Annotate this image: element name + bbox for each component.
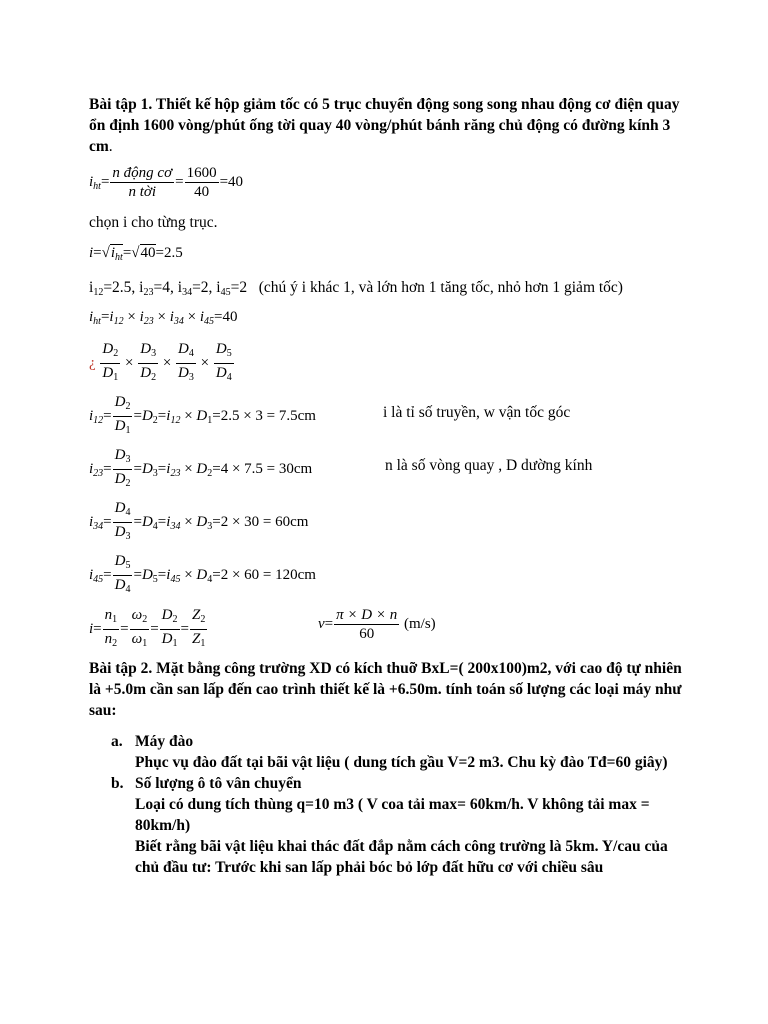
- list-item: a. Máy đào Phục vụ đào đất tại bãi vật liệu ( dung tích gầu V=2 m3. Chu kỳ đào Tđ=60 giây): [135, 731, 695, 773]
- exercise-1-heading: Bài tập 1. Thiết kế hộp giảm tốc có 5 trục chuyển động song song nhau động cơ điện quay ổn định 1600 vòng/phút ống tời quay 40 vòng/phút bánh răng chủ động có đường kính 3 cm.: [89, 96, 680, 155]
- list-item-title: Máy đào: [135, 733, 194, 750]
- equation-general-ratio: i= $\frac{n_1}{n_2}$ = $\frac{\omega_2}{\omega_1}$ = $\frac{D_2}{D_1}$ = $\frac{Z_2}{Z_1}$: [89, 607, 206, 649]
- equation-row-i12: $i_{12}=$ $\frac{D_2}{D_1}$ $=D_2=i_{12} \times D_1=2.5 \times 3 = 7.5cm$: [89, 394, 316, 436]
- list-item-title: Số lượng ô tô vân chuyển: [135, 775, 302, 792]
- note-n-and-d-definition: n là số vòng quay , D dường kính: [385, 457, 593, 474]
- list-item-line: Loại có dung tích thùng q=10 m3 ( V coa tải max= 60km/h. V không tải max = 80km/h): [135, 796, 650, 834]
- exercise-2-list: [89, 731, 695, 878]
- equation-product: $i_{ht}=i_{12} \times i_{23} \times i_{34} \times i_{45}=40$: [89, 309, 238, 327]
- ratios-note: (chú ý i khác 1, và lớn hơn 1 tăng tốc, nhỏ hơn 1 giảm tốc): [258, 279, 623, 296]
- list-item: b. Số lượng ô tô vân chuyển Loại có dung tích thùng q=10 m3 ( V coa tải max= 60km/h. V không tải max = 80km/h) Biết rằng bãi vật liệu khai thác đất đắp nằm cách công trường là 5km. Y/cau của chủ đầu tư: Trước khi san lấp phải bóc bỏ lớp đất hữu cơ với chiều sâu: [135, 773, 695, 878]
- equation-iht: $i_{ht}=$ $\frac{\text{n động cơ}}{\text{n tời}}$ = $\frac{1600}{40}$ =40: [89, 165, 244, 200]
- equation-row-i45: $i_{45}=$ $\frac{D_5}{D_4}$ $=D_5=i_{45} \times D_4=2 \times 60 = 120cm$: [89, 553, 316, 595]
- ratios-line: i12=2.5, i23=4, i34=2, i45=2 (chú ý i khác 1, và lớn hơn 1 tăng tốc, nhỏ hơn 1 giảm tốc): [89, 279, 623, 298]
- list-item-line: Phục vụ đào đất tại bãi vật liệu ( dung tích gầu V=2 m3. Chu kỳ đào Tđ=60 giây): [135, 754, 668, 771]
- equation-row-i23: $i_{23}=$ $\frac{D_3}{D_2}$ $=D_3=i_{23} \times D_2=4 \times 7.5 = 30cm$: [89, 447, 313, 489]
- equation-velocity: v= $\frac{\pi \times D \times n}{60}$ (m/s): [318, 607, 436, 642]
- equation-row-i34: $i_{34}=$ $\frac{D_4}{D_3}$ $=D_4=i_{34} \times D_3=2 \times 30 = 60cm$: [89, 500, 309, 542]
- equation-i-sqrt: $i=√i_{ht}=√40=2.5$: [89, 245, 183, 263]
- exercise-2-heading: Bài tập 2. Mặt bằng công trường XD có kích thuỡ BxL=( 200x100)m2, với cao độ tự nhiên là +5.0m cần san lấp đến cao trình thiết kế là +6.50m. tính toán số lượng các loại máy như sau:: [89, 660, 682, 719]
- choose-ratio-text: chọn i cho từng trục.: [89, 214, 218, 231]
- list-item-line: Biết rằng bãi vật liệu khai thác đất đắp nằm cách công trường là 5km. Y/cau của chủ đầu tư: Trước khi san lấp phải bóc bỏ lớp đất hữu cơ với chiều sâu: [135, 838, 668, 876]
- equation-diameter-ratios: ¿ $\frac{D_2}{D_1}$ × $\frac{D_3}{D_2}$ × $\frac{D_4}{D_3}$ × $\frac{D_5}{D_4}$: [89, 341, 232, 383]
- note-ratio-definition: i là tỉ số truyền, w vận tốc góc: [383, 404, 571, 421]
